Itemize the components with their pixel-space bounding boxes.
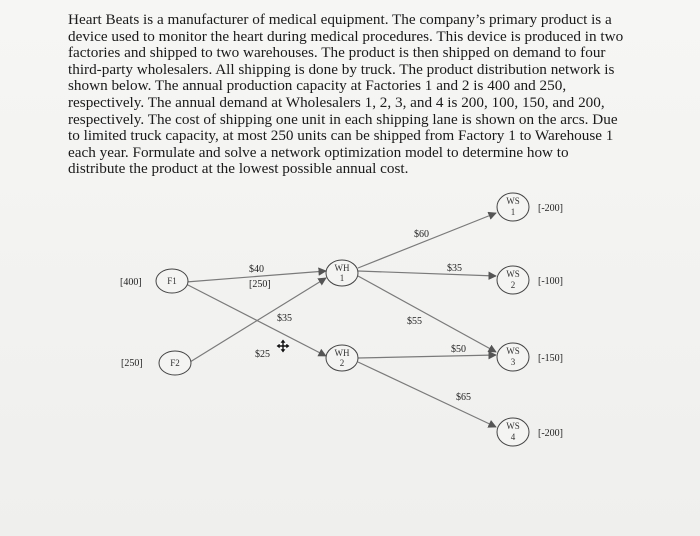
demand-ws4: [-200] [538, 428, 563, 439]
node-f1 [156, 269, 188, 293]
node-ws3-bottom: 3 [510, 357, 516, 367]
node-ws2 [497, 266, 529, 294]
node-wh2-top: WH [334, 348, 350, 358]
cost-wh1-ws2: $35 [447, 263, 462, 274]
cost-f2-wh1: $25 [255, 349, 270, 360]
move-cursor-icon [276, 339, 290, 353]
demand-ws1: [-200] [538, 203, 563, 214]
node-ws3-top: WS [506, 346, 520, 356]
cost-wh1-ws3: $55 [407, 316, 422, 327]
node-ws4-bottom: 4 [510, 432, 516, 442]
node-wh1-bottom: 1 [339, 273, 345, 283]
demand-ws3: [-150] [538, 353, 563, 364]
cost-wh2-ws4: $65 [456, 392, 471, 403]
arc-f1-wh2 [186, 284, 326, 356]
cost-wh1-ws1: $60 [414, 229, 429, 240]
arc-wh1-ws3 [358, 276, 496, 352]
arc-wh2-ws3 [358, 355, 496, 358]
arc-wh1-ws2 [358, 271, 496, 276]
node-f2-label: F2 [170, 358, 180, 368]
node-ws2-bottom: 2 [510, 280, 516, 290]
supply-f2: [250] [121, 358, 143, 369]
node-ws1-bottom: 1 [510, 207, 516, 217]
node-ws4 [497, 418, 529, 446]
node-wh2-bottom: 2 [339, 358, 345, 368]
node-ws3 [497, 343, 529, 371]
supply-f1: [400] [120, 277, 142, 288]
node-ws4-top: WS [506, 421, 520, 431]
demand-ws2: [-100] [538, 276, 563, 287]
node-wh2 [326, 345, 358, 371]
node-wh1-top: WH [334, 263, 350, 273]
cost-f1-wh2: $35 [277, 313, 292, 324]
node-f1-label: F1 [167, 276, 177, 286]
node-ws2-top: WS [506, 269, 520, 279]
problem-statement: Heart Beats is a manufacturer of medical equipment. The company’s primary product is a device used to monitor the heart during medical procedures. This device is produced in two factories and shipped to two warehouses. The product is then shipped on demand to four third-party wholesalers. All shipping is done by truck. The product distribution network is shown below. The annual production capacity at Factories 1 and 2 is 400 and 250, respectively. The annual demand at Wholesalers 1, 2, 3, and 4 is 200, 100, 150, and 200, respectively. The cost of shipping one unit in each shipping lane is shown on the arcs. Due to limited truck capacity, at most 250 units can be shipped from Factory 1 to Warehouse 1 each year. Formulate and solve a network optimization model to determine how to distribute the product at the lowest possible annual cost. [68, 11, 624, 178]
capacity-f1-wh1: [250] [249, 279, 271, 290]
node-wh1 [326, 260, 358, 286]
cost-f1-wh1: $40 [249, 264, 264, 275]
node-ws1 [497, 193, 529, 221]
node-f2 [159, 351, 191, 375]
cost-wh2-ws3: $50 [451, 344, 466, 355]
node-ws1-top: WS [506, 196, 520, 206]
arc-wh1-ws1 [358, 213, 496, 268]
arc-wh2-ws4 [358, 362, 496, 427]
